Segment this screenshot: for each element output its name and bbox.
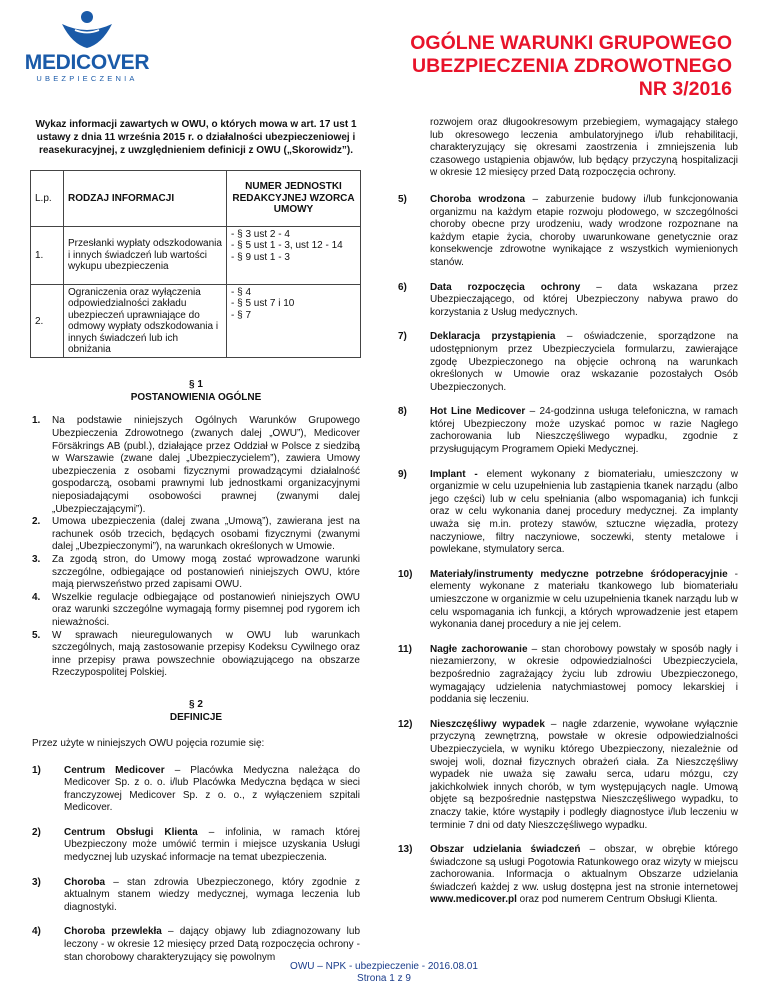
title-line-1: OGÓLNE WARUNKI GRUPOWEGO [410, 32, 732, 54]
definition-item: 5) Choroba wrodzona – zaburzenie budowy i/lub funkcjonowania organizmu na każdym etapie rozwoju płodowego, w szczególności choroby obecne przy urodzeniu, wady wrodzone rozpoznane na każdym etapie życia, choroby uwarunkowane genetycznie oraz konsekwencje zdrowotne wynikające z wszystkich wymienionych stanów. [398, 193, 738, 268]
definition-item: 4) Choroba przewlekła – dający objawy lub zdiagnozowany lub leczony - w okresie 12 miesięcy przed Datą rozpoczęcia ochrony - stan chorobowy charakteryzujący się powolnym [32, 926, 361, 963]
medicover-logo-icon [22, 10, 152, 52]
table-header-ref: NUMER JEDNOSTKI REDAKCYJNEJ WZORCA UMOWY [227, 171, 361, 227]
definition-item: 13) Obszar udzielania świadczeń – obszar, w obrębie którego świadczone są usługi Pogotowia Ratunkowego oraz wizyty w miejscu zachorowania. Informacja o aktualnym Obszarze udzielania świadczeń każdej z ww. usług dostępna jest na stronie internetowej www.medicover.pl oraz pod numerem Centrum Obsługi Klienta. [398, 844, 738, 906]
list-item: 1. Na podstawie niniejszych Ogólnych Warunków Grupowego Ubezpieczenia Zdrowotnego (zwanych dalej „OWU”), Medicover Försäkrings AB (publ.), działające przez Oddział w Polsce z siedzibą w Warszawie (zwane dalej „Ubezpieczycielem”), zawiera Umowy ubezpieczenia z osobami fizycznymi prowadzącymi działalność gospodarczą, osobami prawnymi lub jednostkami organizacyjnymi nieposiadającymi osobowości prawnej (zwanymi dalej „Ubezpieczającymi”). [32, 415, 360, 515]
section-1-title: POSTANOWIENIA OGÓLNE [130, 392, 262, 404]
information-table [30, 170, 361, 358]
left-column [32, 118, 360, 976]
section-1-list [32, 415, 360, 679]
definition-item: 9) Implant - element wykonany z biomateriału, umieszczony w organizmie w celu uzupełnienia lub zastąpienia tkanek narządu (albo jego części) lub w celu spełniania (albo wspomagania) ich funkcji oraz w celu wykonania danej procedury medycznej. Za implanty uważa się m.in. protezy stawów, sztuczne więzadła, protezy naczyniowe, filtry naczyniowe, soczewki, stenty metalowe i powlekane, stymulatory serca. [398, 468, 738, 556]
website-link[interactable]: www.medicover.pl [430, 894, 517, 906]
list-item: 2. Umowa ubezpieczenia (dalej zwana „Umową”), zawierana jest na rachunek osób trzecich, będących osobami fizycznymi (zwanymi dalej „Ubezpieczonymi”), na warunkach określonych w Umowie. [32, 516, 360, 553]
definition-item: 2) Centrum Obsługi Klienta – infolinia, w ramach której Ubezpieczony może umówić termin i miejsce uzyskania Usługi medycznej lub uzyskać informacje na temat ubezpieczenia. [32, 826, 360, 864]
definitions-left [32, 765, 360, 965]
section-1-number: § 1 [189, 379, 203, 391]
table-header-info: RODZAJ INFORMACJI [64, 171, 227, 227]
definition-item: 12) Nieszczęśliwy wypadek – nagłe zdarzenie, wywołane wyłącznie przyczyną zewnętrzną, powstałe w okresie odpowiedzialności Ubezpieczyciela, w wyniku którego Ubezpieczony, niezależnie od swojej woli, doznał fizycznych obrażeń ciała. Za Nieszczęśliwy wypadek nie uważa się zawału serca, udaru mózgu, czy jakichkolwiek innych chorób, w tym występujących nagle. Umową objęte są bezpośrednie następstwa Nieszczęśliwego wypadku, to znaczy takie, które wystąpiły i podległy diagnostyce i/lub leczeniu w terminie 7 dni od daty Nieszczęśliwego wypadku. [398, 718, 738, 831]
list-item: 4. Wszelkie regulacje odbiegające od postanowień niniejszych OWU oraz warunki szczególne wymagają formy pisemnej pod rygorem ich nieważności. [32, 591, 360, 628]
title-line-3: NR 3/2016 [638, 78, 732, 100]
definition-item: 1) Centrum Medicover – Placówka Medyczna należąca do Medicover Sp. z o. o. i/lub Placówka Medyczna będąca w sieci franczyzowej Medicover Sp. z o. o., z wyłączeniem szpitali Medicover. [32, 764, 361, 814]
list-item: 3. Za zgodą stron, do Umowy mogą zostać wprowadzone warunki szczególne, odbiegające od postanowień niniejszych OWU, które mają pierwszeństwo przed zapisami OWU. [32, 553, 360, 591]
medicover-logo [22, 10, 152, 83]
table-cell-info: Przesłanki wypłaty odszkodowania i innych świadczeń lub wartości wykupu ubezpieczenia [64, 227, 227, 285]
section-2-title: DEFINICJE [169, 711, 223, 723]
definition-continuation: rozwojem oraz długookresowym przebiegiem, wymagający stałego lub okresowego leczenia ambulatoryjnego i/lub rehabilitacji, charakteryzujący się okresami zaostrzenia i zmniejszenia lub czasowego ustąpienia objawów, lub będący przyczyną hospitalizacji w okresie 12 miesięcy przed Datą rozpoczęcia ochrony. [430, 117, 738, 179]
definition-item: 11) Nagłe zachorowanie – stan chorobowy powstały w sposób nagły i niezamierzony, w okresie odpowiedzialności Ubezpieczyciela, bezpośrednio zagrażający życiu lub zdrowiu Ubezpieczonego, wymagający udzielenia natychmiastowej pomocy lekarskiej i poddania się leczeniu. [398, 643, 738, 706]
table-cell-ref: - § 3 ust 2 - 4 - § 5 ust 1 - 3, ust 12 - 14 - § 9 ust 1 - 3 [227, 227, 361, 285]
right-column [398, 117, 738, 919]
definition-item: 6) Data rozpoczęcia ochrony – data wskazana przez Ubezpieczającego, od której Ubezpieczony nabywa prawo do korzystania z Usług medycznych. [398, 281, 739, 318]
table-row [31, 227, 361, 285]
table-cell-info: Ograniczenia oraz wyłączenia odpowiedzialności zakładu ubezpieczeń uprawniające do odmowy wypłaty odszkodowania i innych świadczeń lub ich obniżania [64, 285, 227, 358]
section-2-number: § 2 [189, 698, 203, 710]
document-title [410, 32, 732, 101]
intro-paragraph: Wykaz informacji zawartych w OWU, o których mowa w art. 17 ust 1 ustawy z dnia 11 września 2015 r. o działalności ubezpieczeniowej i reasekuracyjnej, z uwzględnieniem definicji z OWU („Skorowidz”). [35, 119, 357, 156]
footer-document-id: OWU – NPK - ubezpieczenie - 2016.08.01 [290, 961, 478, 972]
definition-item: 7) Deklaracja przystąpienia – oświadczenie, sporządzone na udostępnionym przez Ubezpieczyciela formularzu, zawierające zgodę Ubezpieczonego na objęcie ochroną na warunkach określonych w Umowie oraz wskazanie pozostałych Osób Ubezpieczonych. [398, 331, 739, 393]
definitions-intro: Przez użyte w niniejszych OWU pojęcia rozumie się: [32, 737, 265, 749]
section-2-heading [32, 698, 360, 724]
definition-item: 3) Choroba – stan zdrowia Ubezpieczonego, który zgodnie z aktualnym stanem wiedzy medycznej, wymaga leczenia lub diagnostyki. [32, 876, 360, 913]
table-cell-lp: 2. [31, 285, 64, 358]
title-line-2: UBEZPIECZENIA ZDROWOTNEGO [412, 55, 732, 77]
table-row [31, 285, 361, 358]
table-header-lp: L.p. [31, 171, 64, 227]
definition-item: 10) Materiały/instrumenty medyczne potrzebne śródoperacyjnie - elementy wykonane z materiału tkankowego lub biomateriału umieszczone w organizmie w celu uzupełnienia tkanek narządu lub w celu wspomagania ich funkcji, a których wprowadzenie jest etapem wykonania danej procedury a nie jej celem. [398, 568, 738, 631]
logo-wordmark: MEDICOVER [24, 51, 150, 74]
table-cell-lp: 1. [31, 227, 64, 285]
section-1-heading [32, 378, 360, 404]
definition-item: 8) Hot Line Medicover – 24-godzinna usługa telefoniczna, w ramach której Ubezpieczony może uzyskać pomoc w razie Nagłego zachorowania lub Nieszczęśliwego wypadku, zgodnie z przysługującym Programem Opieki Medycznej. [398, 406, 738, 456]
footer-page-number: Strona 1 z 9 [357, 973, 411, 984]
list-item: 5. W sprawach nieuregulowanych w OWU lub warunkach szczególnych, mają zastosowanie przepisy Kodeksu Cywilnego oraz inne przepisy prawa powszechnie obowiązującego na obszarze Rzeczypospolitej Polskiej. [32, 629, 360, 679]
logo-subtitle: UBEZPIECZENIA [36, 74, 138, 83]
page-footer [0, 961, 768, 985]
table-cell-ref: - § 4 - § 5 ust 7 i 10 - § 7 [227, 285, 361, 358]
